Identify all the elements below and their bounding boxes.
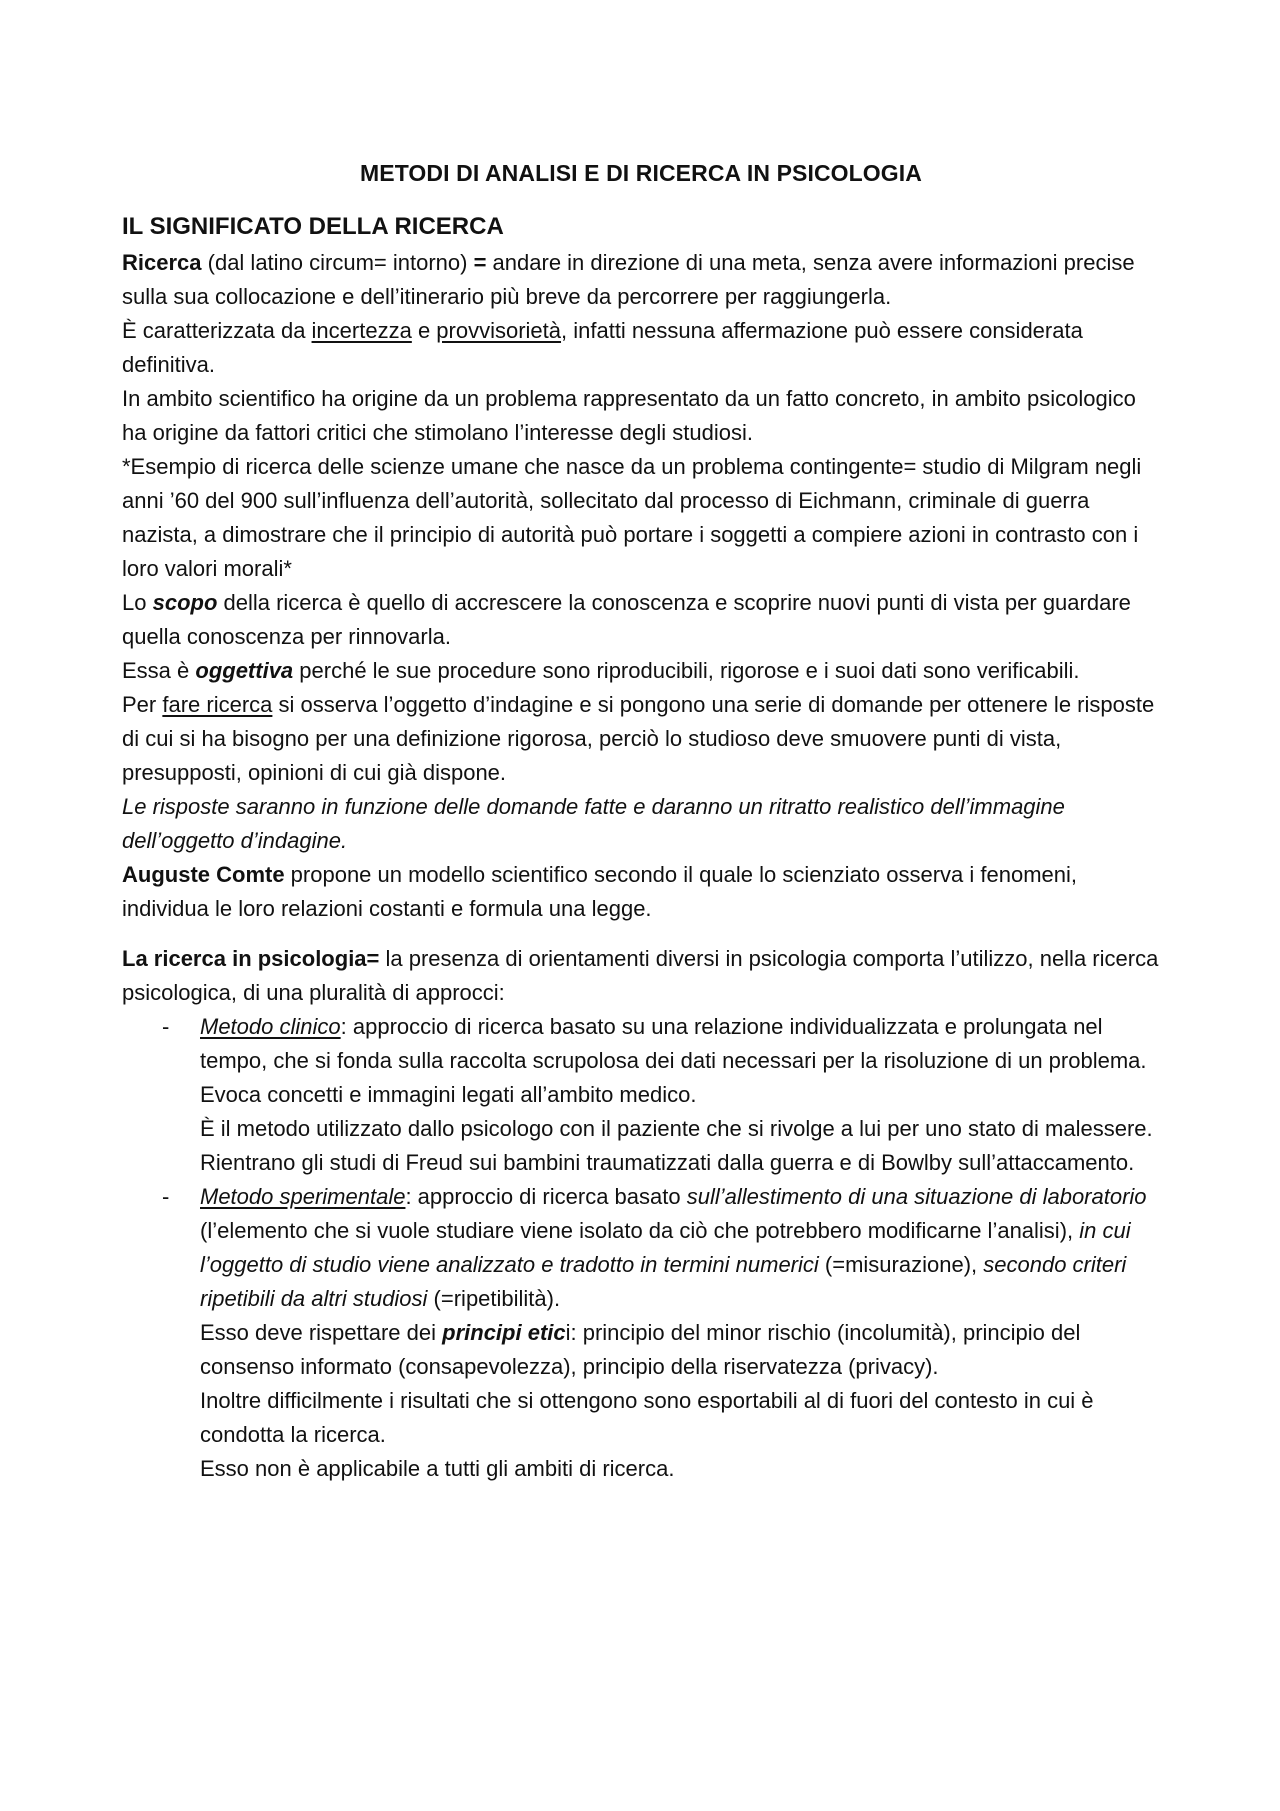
term-ricerca: Ricerca: [122, 250, 202, 275]
paragraph-ricerca-definition: Ricerca (dal latino circum= intorno) = andare in direzione di una meta, senza avere informazioni precise sulla sua collocazione e dell’itinerario più breve da percorrere per raggiungerla.: [122, 250, 1135, 309]
term-ricerca-psicologia: La ricerca in psicologia=: [122, 946, 380, 971]
paragraph-fare-ricerca: Per fare ricerca si osserva l’oggetto d’indagine e si pongono una serie di domande per ottenere le risposte di cui si ha bisogno per una definizione rigorosa, perciò lo studioso deve smuovere punti di vista, presupposti, opinioni di cui già dispone.: [122, 692, 1155, 785]
term-principi-etici: principi etic: [442, 1320, 566, 1345]
term-metodo-sperimentale: Metodo sperimentale: [200, 1184, 406, 1209]
paragraph-origin: In ambito scientifico ha origine da un problema rappresentato da un fatto concreto, in ambito psicologico ha origine da fattori critici che stimolano l’interesse degli studiosi.: [122, 386, 1136, 445]
bullet-dash: -: [162, 1014, 170, 1039]
paragraph-ricerca-psicologia: La ricerca in psicologia= la presenza di orientamenti diversi in psicologia comporta l’utilizzo, nella ricerca psicologica, di una pluralità di approcci:: [122, 946, 1159, 1005]
paragraph-milgram-example: *Esempio di ricerca delle scienze umane che nasce da un problema contingente= studio di Milgram negli anni ’60 del 900 sull’influenza dell’autorità, sollecitato dal processo di Eichmann, criminale di guerra nazista, a dimostrare che il principio di autorità può portare i soggetti a compiere azioni in contrasto con i loro valori morali*: [122, 454, 1142, 581]
paragraph-comte: Auguste Comte propone un modello scientifico secondo il quale lo scienziato osserva i fenomeni, individua le loro relazioni costanti e formula una legge.: [122, 862, 1078, 921]
paragraph-risposte: Le risposte saranno in funzione delle domande fatte e daranno un ritratto realistico dell’immagine dell’oggetto d’indagine.: [122, 794, 1065, 853]
term-auguste-comte: Auguste Comte: [122, 862, 285, 887]
term-metodo-clinico: Metodo clinico: [200, 1014, 341, 1039]
section-heading: IL SIGNIFICATO DELLA RICERCA: [122, 213, 504, 240]
bullet-dash: -: [162, 1184, 170, 1209]
paragraph-oggettiva: Essa è oggettiva perché le sue procedure sono riproducibili, rigorose e i suoi dati sono verificabili.: [122, 658, 1080, 683]
term-oggettiva: oggettiva: [195, 658, 294, 683]
term-provvisorieta: provvisorietà: [436, 318, 562, 343]
term-scopo: scopo: [152, 590, 218, 615]
list-item-metodo-clinico: - Metodo clinico: approccio di ricerca basato su una relazione individualizzata e prolungata nel tempo, che si fonda sulla raccolta scrupolosa dei dati necessari per la risoluzione di un problema. Evoca concetti e immagini legati all’ambito medico. È il metodo utilizzato dallo psicologo con il paziente che si rivolge a lui per uno stato di malessere. Rientrano gli studi di Freud sui bambini traumatizzati dalla guerra e di Bowlby sull’attaccamento.: [122, 1010, 1160, 1180]
list-item-metodo-sperimentale: - Metodo sperimentale: approccio di ricerca basato sull’allestimento di una situazione di laboratorio (l’elemento che si vuole studiare viene isolato da ciò che potrebbero modificarne l’analisi), in cui l’oggetto di studio viene analizzato e tradotto in termini numerici (=misurazione), secondo criteri ripetibili da altri studiosi (=ripetibilità). Esso deve rispettare dei principi etici: principio del minor rischio (incolumità), principio del consenso informato (consapevolezza), principio della riservatezza (privacy). Inoltre difficilmente i risultati che si ottengono sono esportabili al di fuori del contesto in cui è condotta la ricerca. Esso non è applicabile a tutti gli ambiti di ricerca.: [122, 1180, 1160, 1486]
document-title: METODI DI ANALISI E DI RICERCA IN PSICOLOGIA: [360, 160, 922, 186]
paragraph-characteristics: È caratterizzata da incertezza e provvisorietà, infatti nessuna affermazione può essere considerata definitiva.: [122, 318, 1083, 377]
paragraph-scopo: Lo scopo della ricerca è quello di accrescere la conoscenza e scoprire nuovi punti di vista per guardare quella conoscenza per rinnovarla.: [122, 590, 1131, 649]
term-fare-ricerca: fare ricerca: [162, 692, 273, 717]
term-incertezza: incertezza: [311, 318, 412, 343]
approaches-list: [122, 1010, 1160, 1486]
